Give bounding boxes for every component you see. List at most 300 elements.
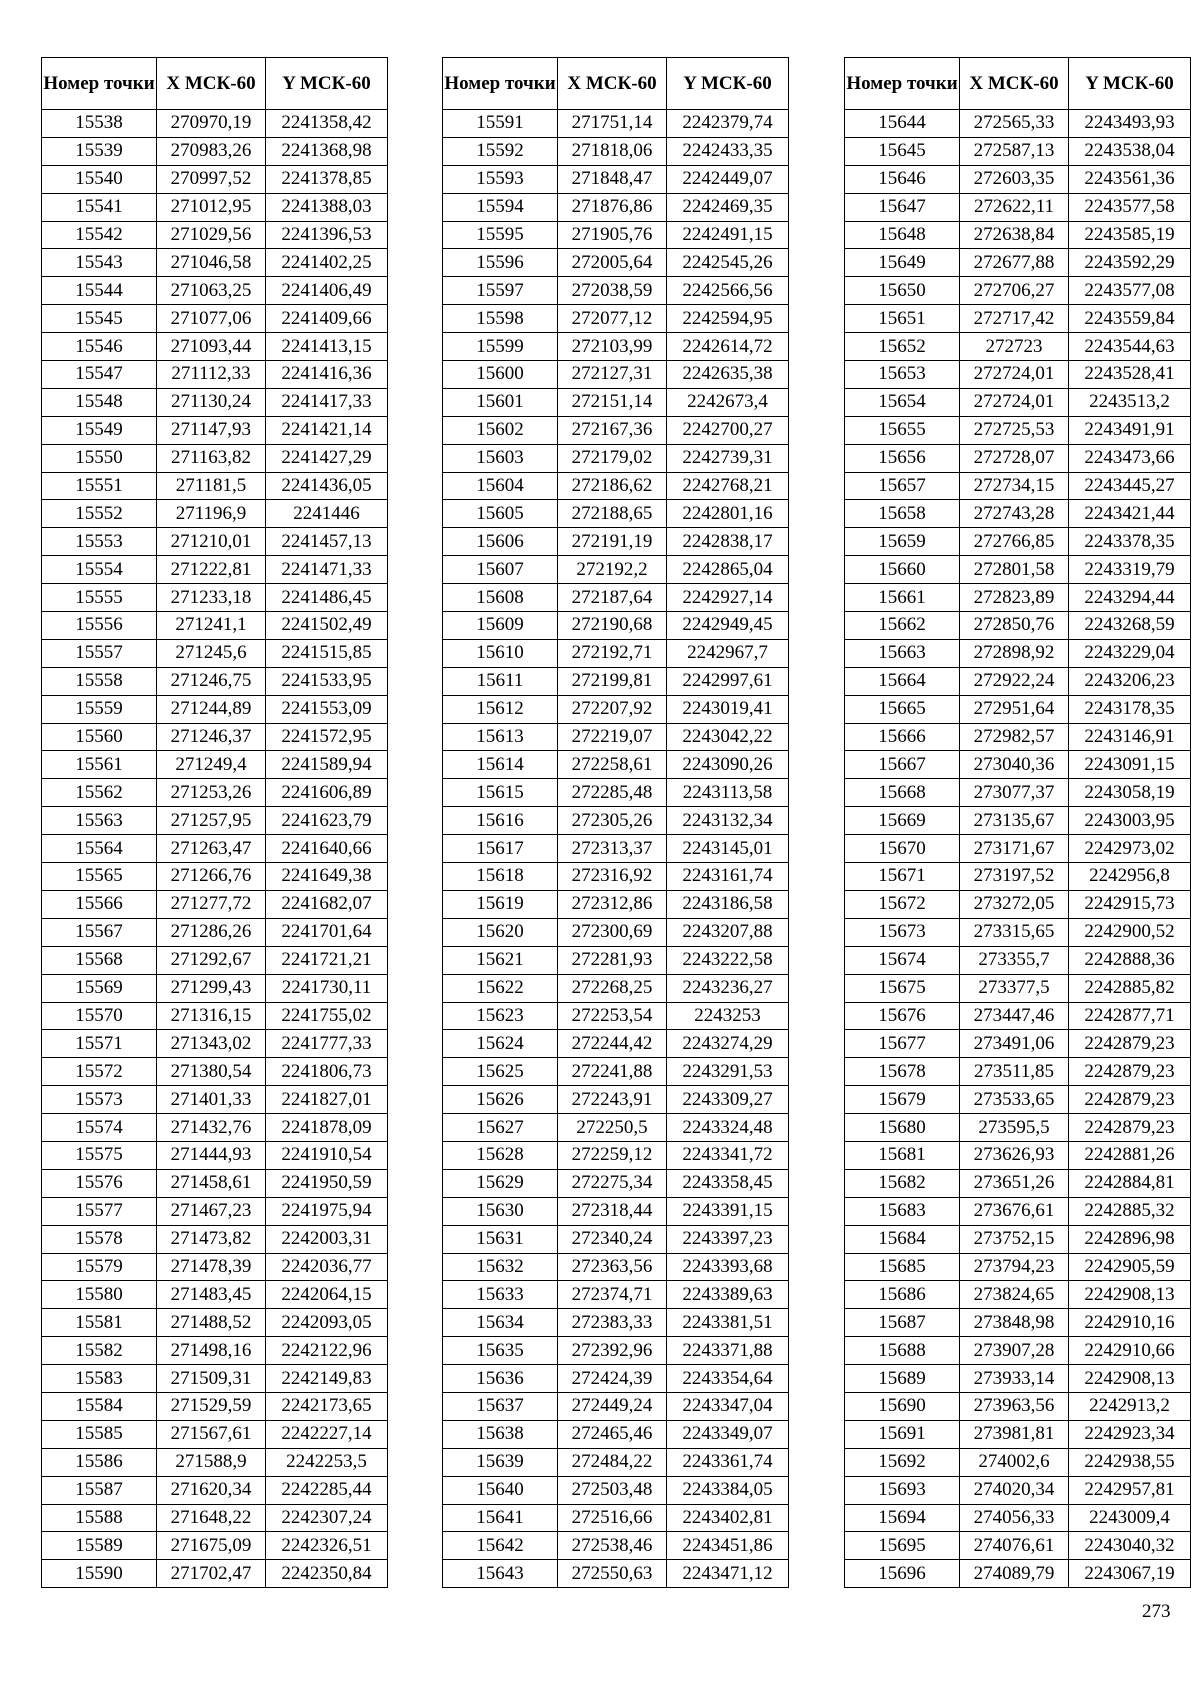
table-row bbox=[845, 584, 1191, 612]
point-number-cell: 15657 bbox=[845, 472, 960, 500]
table-row bbox=[443, 1030, 789, 1058]
x-coordinate-cell: 271029,56 bbox=[157, 221, 266, 249]
x-coordinate-cell: 273511,85 bbox=[960, 1058, 1069, 1086]
point-number-cell: 15622 bbox=[443, 974, 558, 1002]
table-row bbox=[443, 918, 789, 946]
table-row bbox=[443, 305, 789, 333]
y-coordinate-cell: 2242285,44 bbox=[266, 1476, 388, 1504]
point-number-cell: 15591 bbox=[443, 110, 558, 138]
table-row bbox=[845, 165, 1191, 193]
y-coordinate-cell: 2242173,65 bbox=[266, 1392, 388, 1420]
table-row bbox=[845, 472, 1191, 500]
table-row bbox=[42, 695, 388, 723]
point-number-cell: 15626 bbox=[443, 1086, 558, 1114]
point-number-cell: 15574 bbox=[42, 1114, 157, 1142]
x-coordinate-cell: 272743,28 bbox=[960, 500, 1069, 528]
table-row bbox=[443, 807, 789, 835]
y-coordinate-cell: 2242879,23 bbox=[1069, 1114, 1191, 1142]
y-coordinate-cell: 2241553,09 bbox=[266, 695, 388, 723]
point-number-cell: 15645 bbox=[845, 137, 960, 165]
point-number-cell: 15651 bbox=[845, 305, 960, 333]
point-number-cell: 15665 bbox=[845, 695, 960, 723]
y-coordinate-cell: 2243091,15 bbox=[1069, 751, 1191, 779]
x-coordinate-cell: 273752,15 bbox=[960, 1225, 1069, 1253]
x-coordinate-cell: 272199,81 bbox=[558, 667, 667, 695]
x-coordinate-cell: 273933,14 bbox=[960, 1365, 1069, 1393]
x-coordinate-cell: 271292,67 bbox=[157, 946, 266, 974]
table-row bbox=[845, 835, 1191, 863]
y-coordinate-cell: 2243493,93 bbox=[1069, 110, 1191, 138]
table-row bbox=[443, 1337, 789, 1365]
y-coordinate-cell: 2241515,85 bbox=[266, 639, 388, 667]
y-coordinate-cell: 2243559,84 bbox=[1069, 305, 1191, 333]
x-coordinate-cell: 271263,47 bbox=[157, 835, 266, 863]
table-row bbox=[845, 249, 1191, 277]
y-coordinate-cell: 2243291,53 bbox=[667, 1058, 789, 1086]
table-row bbox=[845, 695, 1191, 723]
x-coordinate-cell: 273533,65 bbox=[960, 1086, 1069, 1114]
y-coordinate-cell: 2241606,89 bbox=[266, 779, 388, 807]
y-coordinate-cell: 2243528,41 bbox=[1069, 361, 1191, 389]
point-number-cell: 15682 bbox=[845, 1169, 960, 1197]
y-coordinate-cell: 2243003,95 bbox=[1069, 807, 1191, 835]
y-coordinate-cell: 2243222,58 bbox=[667, 946, 789, 974]
y-coordinate-cell: 2243451,86 bbox=[667, 1532, 789, 1560]
y-coordinate-cell: 2242877,71 bbox=[1069, 1002, 1191, 1030]
x-coordinate-cell: 272383,33 bbox=[558, 1309, 667, 1337]
y-coordinate-cell: 2243009,4 bbox=[1069, 1504, 1191, 1532]
y-coordinate-cell: 2242673,4 bbox=[667, 388, 789, 416]
point-number-cell: 15563 bbox=[42, 807, 157, 835]
x-coordinate-cell: 272186,62 bbox=[558, 472, 667, 500]
table-row bbox=[845, 305, 1191, 333]
x-coordinate-cell: 272281,93 bbox=[558, 946, 667, 974]
x-coordinate-cell: 274002,6 bbox=[960, 1448, 1069, 1476]
point-number-cell: 15578 bbox=[42, 1225, 157, 1253]
table-row bbox=[443, 835, 789, 863]
y-coordinate-cell: 2243349,07 bbox=[667, 1420, 789, 1448]
table-row bbox=[845, 918, 1191, 946]
point-number-cell: 15566 bbox=[42, 890, 157, 918]
y-coordinate-cell: 2241421,14 bbox=[266, 416, 388, 444]
x-coordinate-cell: 271498,16 bbox=[157, 1337, 266, 1365]
point-number-cell: 15592 bbox=[443, 137, 558, 165]
table-row bbox=[42, 1086, 388, 1114]
table-row bbox=[42, 751, 388, 779]
x-coordinate-cell: 273848,98 bbox=[960, 1309, 1069, 1337]
x-coordinate-cell: 272313,37 bbox=[558, 835, 667, 863]
y-coordinate-cell: 2241471,33 bbox=[266, 556, 388, 584]
y-coordinate-cell: 2243358,45 bbox=[667, 1169, 789, 1197]
y-coordinate-cell: 2242896,98 bbox=[1069, 1225, 1191, 1253]
table-row bbox=[42, 584, 388, 612]
coordinates-table-3 bbox=[844, 57, 1191, 1588]
table-row bbox=[42, 1253, 388, 1281]
point-number-cell: 15590 bbox=[42, 1560, 157, 1588]
table-row bbox=[42, 1197, 388, 1225]
point-number-cell: 15570 bbox=[42, 1002, 157, 1030]
point-number-cell: 15636 bbox=[443, 1365, 558, 1393]
table-row bbox=[42, 1002, 388, 1030]
point-number-cell: 15554 bbox=[42, 556, 157, 584]
x-coordinate-cell: 272603,35 bbox=[960, 165, 1069, 193]
point-number-cell: 15692 bbox=[845, 1448, 960, 1476]
table-row bbox=[443, 612, 789, 640]
point-number-cell: 15538 bbox=[42, 110, 157, 138]
x-coordinate-cell: 272241,88 bbox=[558, 1058, 667, 1086]
point-number-cell: 15649 bbox=[845, 249, 960, 277]
y-coordinate-cell: 2242910,66 bbox=[1069, 1337, 1191, 1365]
point-number-cell: 15580 bbox=[42, 1281, 157, 1309]
y-coordinate-cell: 2243090,26 bbox=[667, 751, 789, 779]
x-coordinate-cell: 272250,5 bbox=[558, 1114, 667, 1142]
x-coordinate-cell: 271529,59 bbox=[157, 1392, 266, 1420]
point-number-cell: 15595 bbox=[443, 221, 558, 249]
y-coordinate-cell: 2243040,32 bbox=[1069, 1532, 1191, 1560]
x-coordinate-cell: 272982,57 bbox=[960, 723, 1069, 751]
point-number-cell: 15672 bbox=[845, 890, 960, 918]
y-coordinate-cell: 2243513,2 bbox=[1069, 388, 1191, 416]
table-row bbox=[42, 416, 388, 444]
table-row bbox=[443, 1169, 789, 1197]
x-coordinate-cell: 272724,01 bbox=[960, 388, 1069, 416]
x-coordinate-cell: 272259,12 bbox=[558, 1141, 667, 1169]
x-coordinate-cell: 273447,46 bbox=[960, 1002, 1069, 1030]
table-row bbox=[443, 556, 789, 584]
table-row bbox=[42, 1058, 388, 1086]
table-row bbox=[845, 444, 1191, 472]
point-number-cell: 15564 bbox=[42, 835, 157, 863]
y-coordinate-cell: 2243229,04 bbox=[1069, 639, 1191, 667]
table-row bbox=[845, 1253, 1191, 1281]
point-number-cell: 15659 bbox=[845, 528, 960, 556]
x-coordinate-cell: 271246,37 bbox=[157, 723, 266, 751]
point-number-cell: 15684 bbox=[845, 1225, 960, 1253]
table-row bbox=[443, 416, 789, 444]
table-row bbox=[443, 974, 789, 1002]
x-coordinate-cell: 271244,89 bbox=[157, 695, 266, 723]
x-coordinate-cell: 270983,26 bbox=[157, 137, 266, 165]
y-coordinate-cell: 2241409,66 bbox=[266, 305, 388, 333]
x-coordinate-cell: 271648,22 bbox=[157, 1504, 266, 1532]
x-coordinate-cell: 271380,54 bbox=[157, 1058, 266, 1086]
table-row bbox=[443, 890, 789, 918]
y-coordinate-cell: 2242997,61 bbox=[667, 667, 789, 695]
x-coordinate-cell: 271266,76 bbox=[157, 863, 266, 891]
table-row bbox=[443, 1141, 789, 1169]
x-coordinate-cell: 272801,58 bbox=[960, 556, 1069, 584]
y-coordinate-cell: 2241755,02 bbox=[266, 1002, 388, 1030]
table-row bbox=[443, 472, 789, 500]
table-row bbox=[443, 528, 789, 556]
point-number-cell: 15596 bbox=[443, 249, 558, 277]
y-coordinate-cell: 2243544,63 bbox=[1069, 333, 1191, 361]
x-coordinate-cell: 272516,66 bbox=[558, 1504, 667, 1532]
table-row bbox=[845, 556, 1191, 584]
x-coordinate-cell: 272190,68 bbox=[558, 612, 667, 640]
table-row bbox=[42, 137, 388, 165]
x-coordinate-cell: 272823,89 bbox=[960, 584, 1069, 612]
table-row bbox=[443, 1309, 789, 1337]
table-row bbox=[845, 500, 1191, 528]
y-coordinate-cell: 2242801,16 bbox=[667, 500, 789, 528]
point-number-cell: 15679 bbox=[845, 1086, 960, 1114]
point-number-cell: 15548 bbox=[42, 388, 157, 416]
table-row bbox=[443, 1365, 789, 1393]
table-row bbox=[845, 890, 1191, 918]
x-coordinate-cell: 271432,76 bbox=[157, 1114, 266, 1142]
y-coordinate-cell: 2242908,13 bbox=[1069, 1365, 1191, 1393]
point-number-cell: 15644 bbox=[845, 110, 960, 138]
table-row bbox=[443, 695, 789, 723]
y-coordinate-cell: 2242957,81 bbox=[1069, 1476, 1191, 1504]
y-coordinate-cell: 2242888,36 bbox=[1069, 946, 1191, 974]
x-coordinate-cell: 273315,65 bbox=[960, 918, 1069, 946]
table-row bbox=[845, 1281, 1191, 1309]
y-coordinate-cell: 2243384,05 bbox=[667, 1476, 789, 1504]
point-number-cell: 15597 bbox=[443, 277, 558, 305]
point-number-cell: 15625 bbox=[443, 1058, 558, 1086]
x-coordinate-cell: 272312,86 bbox=[558, 890, 667, 918]
table-row bbox=[42, 500, 388, 528]
point-number-cell: 15598 bbox=[443, 305, 558, 333]
y-coordinate-cell: 2243585,19 bbox=[1069, 221, 1191, 249]
table-row bbox=[42, 1141, 388, 1169]
table-row bbox=[845, 416, 1191, 444]
y-coordinate-cell: 2242739,31 bbox=[667, 444, 789, 472]
point-number-cell: 15670 bbox=[845, 835, 960, 863]
x-coordinate-cell: 271848,47 bbox=[558, 165, 667, 193]
table-row bbox=[443, 1002, 789, 1030]
x-coordinate-cell: 271241,1 bbox=[157, 612, 266, 640]
table-row bbox=[443, 444, 789, 472]
x-coordinate-cell: 272243,91 bbox=[558, 1086, 667, 1114]
y-coordinate-cell: 2243471,12 bbox=[667, 1560, 789, 1588]
table-row bbox=[845, 974, 1191, 1002]
point-number-cell: 15600 bbox=[443, 361, 558, 389]
y-coordinate-cell: 2243161,74 bbox=[667, 863, 789, 891]
y-coordinate-cell: 2241402,25 bbox=[266, 249, 388, 277]
table-row bbox=[845, 863, 1191, 891]
table-row bbox=[443, 137, 789, 165]
table-row bbox=[42, 305, 388, 333]
x-coordinate-cell: 271905,76 bbox=[558, 221, 667, 249]
point-number-cell: 15632 bbox=[443, 1253, 558, 1281]
x-coordinate-cell: 272565,33 bbox=[960, 110, 1069, 138]
y-coordinate-cell: 2243132,34 bbox=[667, 807, 789, 835]
table-row bbox=[42, 277, 388, 305]
point-number-cell: 15671 bbox=[845, 863, 960, 891]
table-row bbox=[443, 249, 789, 277]
y-coordinate-cell: 2242768,21 bbox=[667, 472, 789, 500]
y-coordinate-cell: 2243268,59 bbox=[1069, 612, 1191, 640]
table-row bbox=[42, 1309, 388, 1337]
table-row bbox=[42, 472, 388, 500]
table-row bbox=[42, 863, 388, 891]
point-number-cell: 15571 bbox=[42, 1030, 157, 1058]
x-coordinate-cell: 273491,06 bbox=[960, 1030, 1069, 1058]
point-number-cell: 15661 bbox=[845, 584, 960, 612]
x-coordinate-cell: 271286,26 bbox=[157, 918, 266, 946]
x-coordinate-cell: 271478,39 bbox=[157, 1253, 266, 1281]
table-row bbox=[443, 1058, 789, 1086]
point-number-cell: 15686 bbox=[845, 1281, 960, 1309]
y-coordinate-cell: 2242838,17 bbox=[667, 528, 789, 556]
point-number-cell: 15654 bbox=[845, 388, 960, 416]
point-number-cell: 15667 bbox=[845, 751, 960, 779]
y-coordinate-cell: 2243324,48 bbox=[667, 1114, 789, 1142]
point-number-cell: 15678 bbox=[845, 1058, 960, 1086]
point-number-cell: 15664 bbox=[845, 667, 960, 695]
point-number-cell: 15539 bbox=[42, 137, 157, 165]
table-row bbox=[443, 277, 789, 305]
point-number-cell: 15599 bbox=[443, 333, 558, 361]
x-coordinate-cell: 273824,65 bbox=[960, 1281, 1069, 1309]
x-coordinate-cell: 271093,44 bbox=[157, 333, 266, 361]
y-coordinate-cell: 2242900,52 bbox=[1069, 918, 1191, 946]
header-y-coordinate: Y МСК-60 bbox=[667, 58, 789, 110]
page-number: 273 bbox=[1142, 1601, 1171, 1622]
x-coordinate-cell: 271249,4 bbox=[157, 751, 266, 779]
y-coordinate-cell: 2242449,07 bbox=[667, 165, 789, 193]
point-number-cell: 15630 bbox=[443, 1197, 558, 1225]
y-coordinate-cell: 2242915,73 bbox=[1069, 890, 1191, 918]
table-row bbox=[42, 723, 388, 751]
y-coordinate-cell: 2242879,23 bbox=[1069, 1086, 1191, 1114]
table-row bbox=[443, 1114, 789, 1142]
point-number-cell: 15562 bbox=[42, 779, 157, 807]
point-number-cell: 15658 bbox=[845, 500, 960, 528]
point-number-cell: 15631 bbox=[443, 1225, 558, 1253]
point-number-cell: 15605 bbox=[443, 500, 558, 528]
table-row bbox=[845, 779, 1191, 807]
y-coordinate-cell: 2242879,23 bbox=[1069, 1058, 1191, 1086]
y-coordinate-cell: 2241446 bbox=[266, 500, 388, 528]
y-coordinate-cell: 2243145,01 bbox=[667, 835, 789, 863]
y-coordinate-cell: 2241358,42 bbox=[266, 110, 388, 138]
x-coordinate-cell: 272244,42 bbox=[558, 1030, 667, 1058]
y-coordinate-cell: 2241878,09 bbox=[266, 1114, 388, 1142]
table-row bbox=[845, 1058, 1191, 1086]
point-number-cell: 15604 bbox=[443, 472, 558, 500]
table-row bbox=[443, 1197, 789, 1225]
y-coordinate-cell: 2242614,72 bbox=[667, 333, 789, 361]
table-row bbox=[845, 221, 1191, 249]
y-coordinate-cell: 2241975,94 bbox=[266, 1197, 388, 1225]
x-coordinate-cell: 271147,93 bbox=[157, 416, 266, 444]
table-row bbox=[42, 361, 388, 389]
table-row bbox=[42, 779, 388, 807]
x-coordinate-cell: 271876,86 bbox=[558, 193, 667, 221]
point-number-cell: 15576 bbox=[42, 1169, 157, 1197]
x-coordinate-cell: 272922,24 bbox=[960, 667, 1069, 695]
point-number-cell: 15647 bbox=[845, 193, 960, 221]
y-coordinate-cell: 2242064,15 bbox=[266, 1281, 388, 1309]
table-row bbox=[845, 946, 1191, 974]
x-coordinate-cell: 273040,36 bbox=[960, 751, 1069, 779]
x-coordinate-cell: 272127,31 bbox=[558, 361, 667, 389]
x-coordinate-cell: 272103,99 bbox=[558, 333, 667, 361]
point-number-cell: 15633 bbox=[443, 1281, 558, 1309]
header-point-number: Номер точки bbox=[845, 58, 960, 110]
x-coordinate-cell: 272424,39 bbox=[558, 1365, 667, 1393]
point-number-cell: 15623 bbox=[443, 1002, 558, 1030]
table-row bbox=[443, 751, 789, 779]
x-coordinate-cell: 272167,36 bbox=[558, 416, 667, 444]
x-coordinate-cell: 272268,25 bbox=[558, 974, 667, 1002]
y-coordinate-cell: 2242227,14 bbox=[266, 1420, 388, 1448]
x-coordinate-cell: 272550,63 bbox=[558, 1560, 667, 1588]
table-row bbox=[845, 1392, 1191, 1420]
point-number-cell: 15687 bbox=[845, 1309, 960, 1337]
x-coordinate-cell: 272484,22 bbox=[558, 1448, 667, 1476]
table-row bbox=[845, 277, 1191, 305]
table-row bbox=[42, 890, 388, 918]
y-coordinate-cell: 2243206,23 bbox=[1069, 667, 1191, 695]
table-row bbox=[42, 1169, 388, 1197]
y-coordinate-cell: 2241413,15 bbox=[266, 333, 388, 361]
y-coordinate-cell: 2241721,21 bbox=[266, 946, 388, 974]
y-coordinate-cell: 2243186,58 bbox=[667, 890, 789, 918]
table-row bbox=[845, 1197, 1191, 1225]
coordinates-table-2 bbox=[442, 57, 789, 1588]
point-number-cell: 15618 bbox=[443, 863, 558, 891]
point-number-cell: 15627 bbox=[443, 1114, 558, 1142]
x-coordinate-cell: 272187,64 bbox=[558, 584, 667, 612]
y-coordinate-cell: 2242967,7 bbox=[667, 639, 789, 667]
point-number-cell: 15543 bbox=[42, 249, 157, 277]
point-number-cell: 15677 bbox=[845, 1030, 960, 1058]
point-number-cell: 15546 bbox=[42, 333, 157, 361]
point-number-cell: 15589 bbox=[42, 1532, 157, 1560]
point-number-cell: 15617 bbox=[443, 835, 558, 863]
x-coordinate-cell: 273626,93 bbox=[960, 1141, 1069, 1169]
x-coordinate-cell: 271299,43 bbox=[157, 974, 266, 1002]
x-coordinate-cell: 272207,92 bbox=[558, 695, 667, 723]
table-row bbox=[845, 1504, 1191, 1532]
header-y-coordinate: Y МСК-60 bbox=[1069, 58, 1191, 110]
x-coordinate-cell: 271210,01 bbox=[157, 528, 266, 556]
point-number-cell: 15666 bbox=[845, 723, 960, 751]
x-coordinate-cell: 272305,26 bbox=[558, 807, 667, 835]
y-coordinate-cell: 2242885,82 bbox=[1069, 974, 1191, 1002]
table-row bbox=[443, 193, 789, 221]
y-coordinate-cell: 2241910,54 bbox=[266, 1141, 388, 1169]
point-number-cell: 15544 bbox=[42, 277, 157, 305]
point-number-cell: 15588 bbox=[42, 1504, 157, 1532]
x-coordinate-cell: 272192,71 bbox=[558, 639, 667, 667]
header-x-coordinate: X МСК-60 bbox=[157, 58, 266, 110]
x-coordinate-cell: 271012,95 bbox=[157, 193, 266, 221]
table-header-row bbox=[42, 58, 388, 110]
point-number-cell: 15549 bbox=[42, 416, 157, 444]
table-row bbox=[42, 1392, 388, 1420]
point-number-cell: 15553 bbox=[42, 528, 157, 556]
x-coordinate-cell: 274076,61 bbox=[960, 1532, 1069, 1560]
point-number-cell: 15542 bbox=[42, 221, 157, 249]
x-coordinate-cell: 271401,33 bbox=[157, 1086, 266, 1114]
table-row bbox=[42, 1448, 388, 1476]
x-coordinate-cell: 271818,06 bbox=[558, 137, 667, 165]
x-coordinate-cell: 272723 bbox=[960, 333, 1069, 361]
y-coordinate-cell: 2241950,59 bbox=[266, 1169, 388, 1197]
table-row bbox=[845, 1309, 1191, 1337]
x-coordinate-cell: 273981,81 bbox=[960, 1420, 1069, 1448]
y-coordinate-cell: 2243592,29 bbox=[1069, 249, 1191, 277]
table-row bbox=[443, 779, 789, 807]
y-coordinate-cell: 2242885,32 bbox=[1069, 1197, 1191, 1225]
point-number-cell: 15607 bbox=[443, 556, 558, 584]
